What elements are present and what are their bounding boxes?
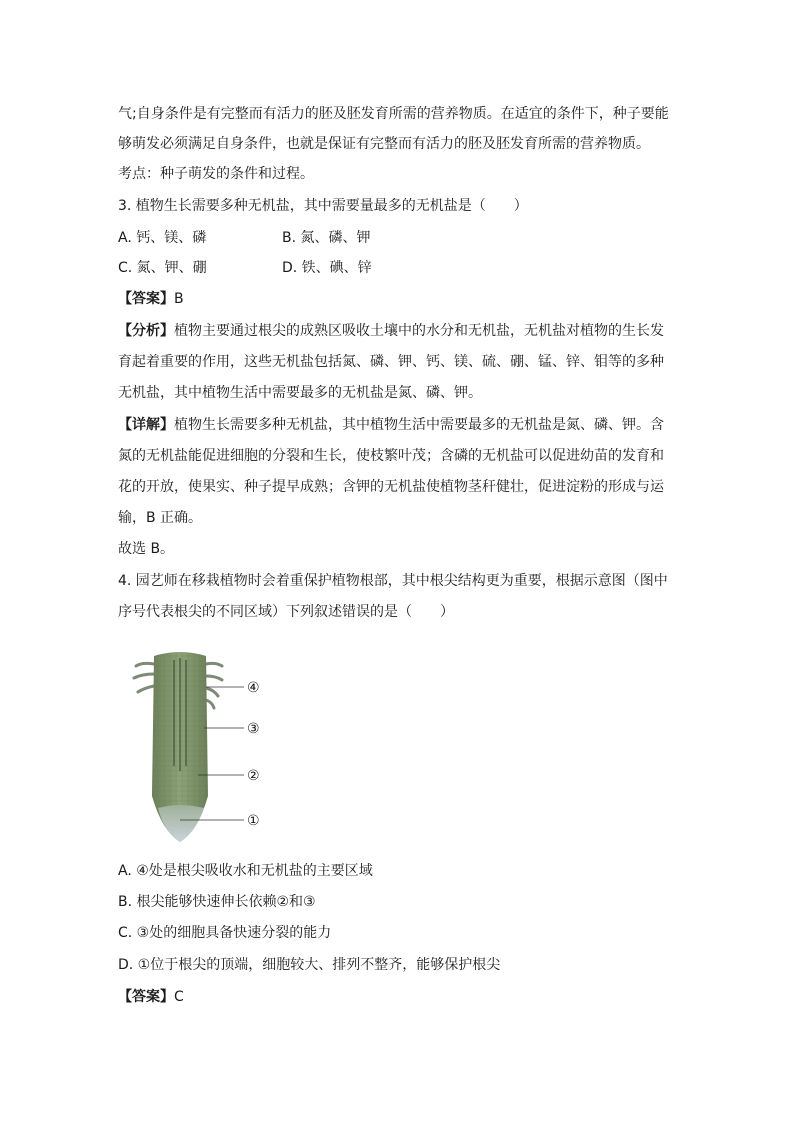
text-line: 够萌发必须满足自身条件，也就是保证有完整而有活力的胚及胚发育所需的营养物质。 [118, 136, 650, 152]
q3-detail-line: 输，B 正确。 [118, 510, 203, 526]
q3-option-a: A. 钙、镁、磷 [118, 230, 207, 246]
q3-option-c: C. 氮、钾、硼 [118, 260, 207, 276]
answer-value: C [174, 989, 184, 1005]
detail-tag: 【详解】 [118, 417, 174, 433]
answer-tag: 【答案】 [118, 291, 174, 307]
root-tip-figure [128, 646, 278, 846]
q3-conclusion: 故选 B。 [118, 541, 175, 557]
q3-analysis-line [118, 321, 664, 341]
q3-analysis-line: 育起着重要的作用，这些无机盐包括氮、磷、钾、钙、镁、硫、硼、锰、锌、钼等的多种 [118, 354, 664, 370]
q3-detail-line: 氮的无机盐能促进细胞的分裂和生长，使枝繁叶茂；含磷的无机盐可以促进幼苗的发育和 [118, 448, 664, 464]
label-2: ② [247, 768, 260, 784]
label-3: ③ [247, 721, 260, 737]
answer-tag: 【答案】 [118, 989, 174, 1005]
q3-answer [118, 289, 184, 309]
q4-option-b: B. 根尖能够快速伸长依赖②和③ [118, 894, 316, 910]
answer-value: B [174, 291, 184, 307]
q4-stem-line: 序号代表根尖的不同区域）下列叙述错误的是（ ） [118, 604, 454, 620]
root-tip-illustration [128, 646, 278, 846]
label-4: ④ [247, 680, 260, 696]
text-line: 气;自身条件是有完整而有活力的胚及胚发育所需的营养物质。在适宜的条件下，种子要能 [118, 106, 669, 122]
q4-answer [118, 987, 184, 1007]
detail-text: 植物生长需要多种无机盐，其中植物生活中需要最多的无机盐是氮、磷、钾。含 [174, 417, 664, 433]
root-cap [158, 805, 204, 842]
kaodian-line: 考点：种子萌发的条件和过程。 [118, 166, 314, 182]
q3-stem: 3. 植物生长需要多种无机盐，其中需要量最多的无机盐是（ ） [118, 198, 528, 214]
q4-option-d: D. ①位于根尖的顶端，细胞较大、排列不整齐，能够保护根尖 [118, 957, 501, 973]
q3-option-b: B. 氮、磷、钾 [282, 230, 371, 246]
q3-detail-line: 花的开放，使果实、种子提早成熟；含钾的无机盐使植物茎秆健壮，促进淀粉的形成与运 [118, 479, 664, 495]
q3-option-d: D. 铁、碘、锌 [282, 260, 372, 276]
q3-detail-line [118, 415, 664, 435]
analysis-text: 植物主要通过根尖的成熟区吸收土壤中的水分和无机盐，无机盐对植物的生长发 [174, 323, 664, 339]
label-1: ① [247, 813, 260, 829]
q4-option-a: A. ④处是根尖吸收水和无机盐的主要区域 [118, 863, 373, 879]
analysis-tag: 【分析】 [118, 323, 174, 339]
q3-analysis-line: 无机盐，其中植物生活中需要最多的无机盐是氮、磷、钾。 [118, 385, 482, 401]
q4-option-c: C. ③处的细胞具备快速分裂的能力 [118, 925, 332, 941]
q4-stem-line: 4. 园艺师在移栽植物时会着重保护植物根部，其中根尖结构更为重要，根据示意图（图中 [118, 573, 668, 589]
